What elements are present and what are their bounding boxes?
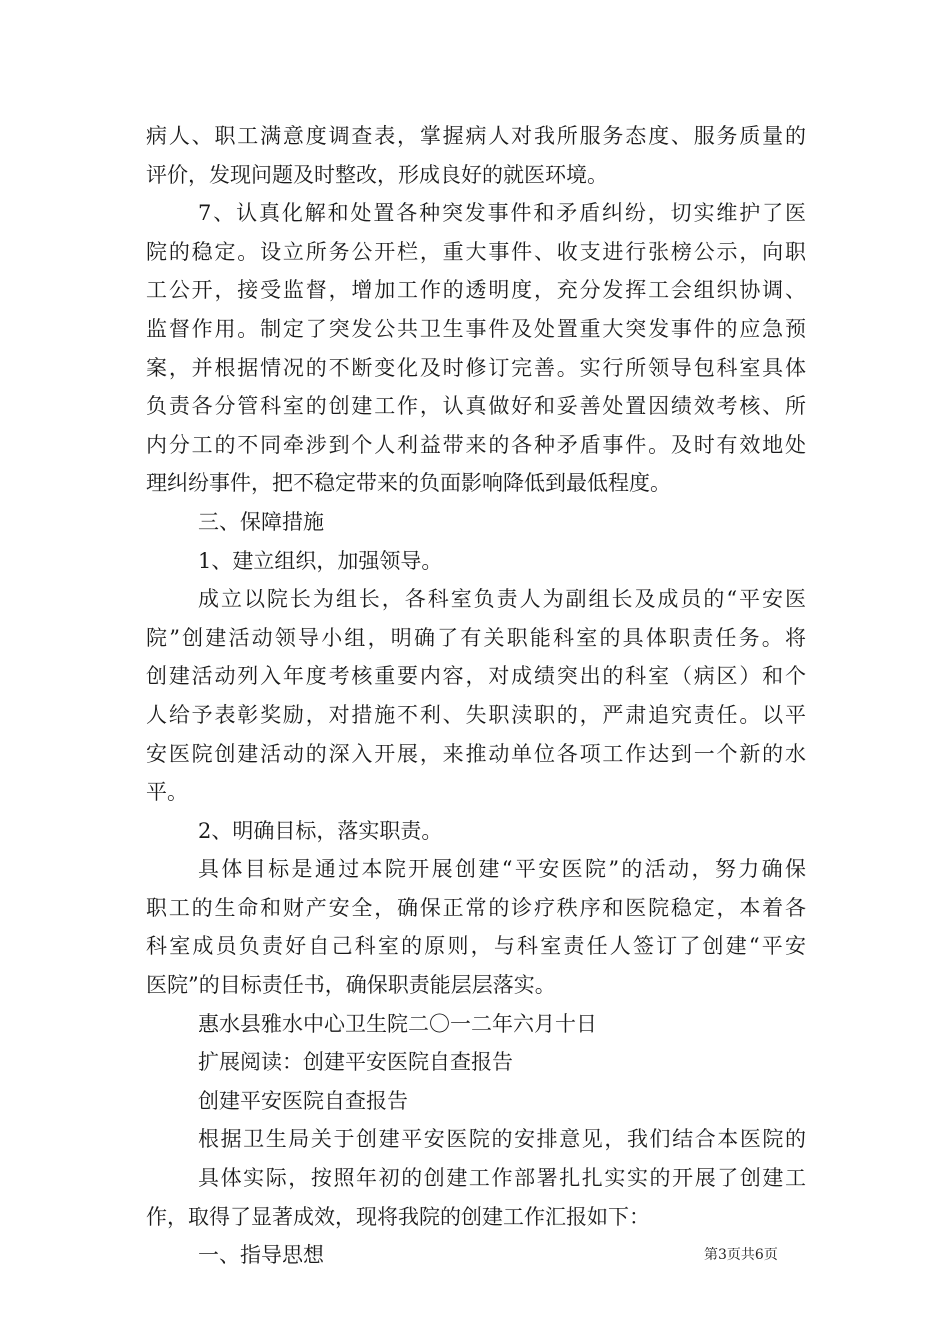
report-title: 创建平安医院自查报告 — [198, 1088, 408, 1113]
text-line: 医院”的目标责任书，确保职责能层层落实。 — [146, 973, 556, 998]
subsection-heading: 1、建立组织，加强领导。 — [198, 548, 443, 573]
text-line: 院”创建活动领导小组，明确了有关职能科室的具体职责任务。将 — [146, 625, 806, 650]
page-number: 第3页共6页 — [704, 1247, 778, 1263]
text-line: 人给予表彰奖励，对措施不利、失职渎职的，严肃追究责任。以平 — [146, 702, 806, 727]
section-heading: 一、指导思想 — [198, 1243, 324, 1268]
extended-reading-line: 扩展阅读：创建平安医院自查报告 — [198, 1050, 513, 1075]
text-line: 科室成员负责好自己科室的原则，与科室责任人签订了创建“平安 — [146, 934, 806, 959]
text-line: 创建活动列入年度考核重要内容，对成绩突出的科室（病区）和个 — [146, 664, 806, 689]
text-line: 负责各分管科室的创建工作，认真做好和妥善处置因绩效考核、所 — [146, 394, 806, 419]
text-line: 根据卫生局关于创建平安医院的安排意见，我们结合本医院的 — [198, 1127, 806, 1152]
text-line: 成立以院长为组长，各科室负责人为副组长及成员的“平安医 — [198, 587, 806, 612]
text-line: 理纠纷事件，把不稳定带来的负面影响降低到最低程度。 — [146, 471, 671, 496]
text-line: 职工的生命和财产安全，确保正常的诊疗秩序和医院稳定，本着各 — [146, 895, 806, 920]
section-heading: 三、保障措施 — [198, 509, 324, 534]
text-line: 具体目标是通过本院开展创建“平安医院”的活动，努力确保 — [198, 857, 806, 882]
text-line: 病人、职工满意度调查表，掌握病人对我所服务态度、服务质量的 — [146, 124, 806, 148]
signature-date-line: 惠水县雅水中心卫生院二〇一二年六月十日 — [198, 1011, 597, 1036]
text-line: 作，取得了显著成效，现将我院的创建工作汇报如下： — [146, 1204, 650, 1229]
text-line: 案，并根据情况的不断变化及时修订完善。实行所领导包科室具体 — [146, 355, 806, 380]
text-line: 内分工的不同牵涉到个人利益带来的各种矛盾事件。及时有效地处 — [146, 432, 806, 457]
text-line: 评价，发现问题及时整改，形成良好的就医环境。 — [146, 162, 608, 187]
text-line: 监督作用。制定了突发公共卫生事件及处置重大突发事件的应急预 — [146, 316, 806, 341]
text-line: 院的稳定。设立所务公开栏，重大事件、收支进行张榜公示，向职 — [146, 239, 806, 264]
text-line: 工公开，接受监督，增加工作的透明度，充分发挥工会组织协调、 — [146, 278, 806, 303]
text-line: 安医院创建活动的深入开展，来推动单位各项工作达到一个新的水 — [146, 741, 806, 766]
text-line: 平。 — [146, 780, 188, 805]
text-line: 具体实际，按照年初的创建工作部署扎扎实实的开展了创建工 — [198, 1166, 806, 1191]
document-body — [146, 117, 806, 1275]
subsection-heading: 2、明确目标，落实职责。 — [198, 818, 443, 843]
text-line: 7、认真化解和处置各种突发事件和矛盾纠纷，切实维护了医 — [198, 201, 806, 226]
